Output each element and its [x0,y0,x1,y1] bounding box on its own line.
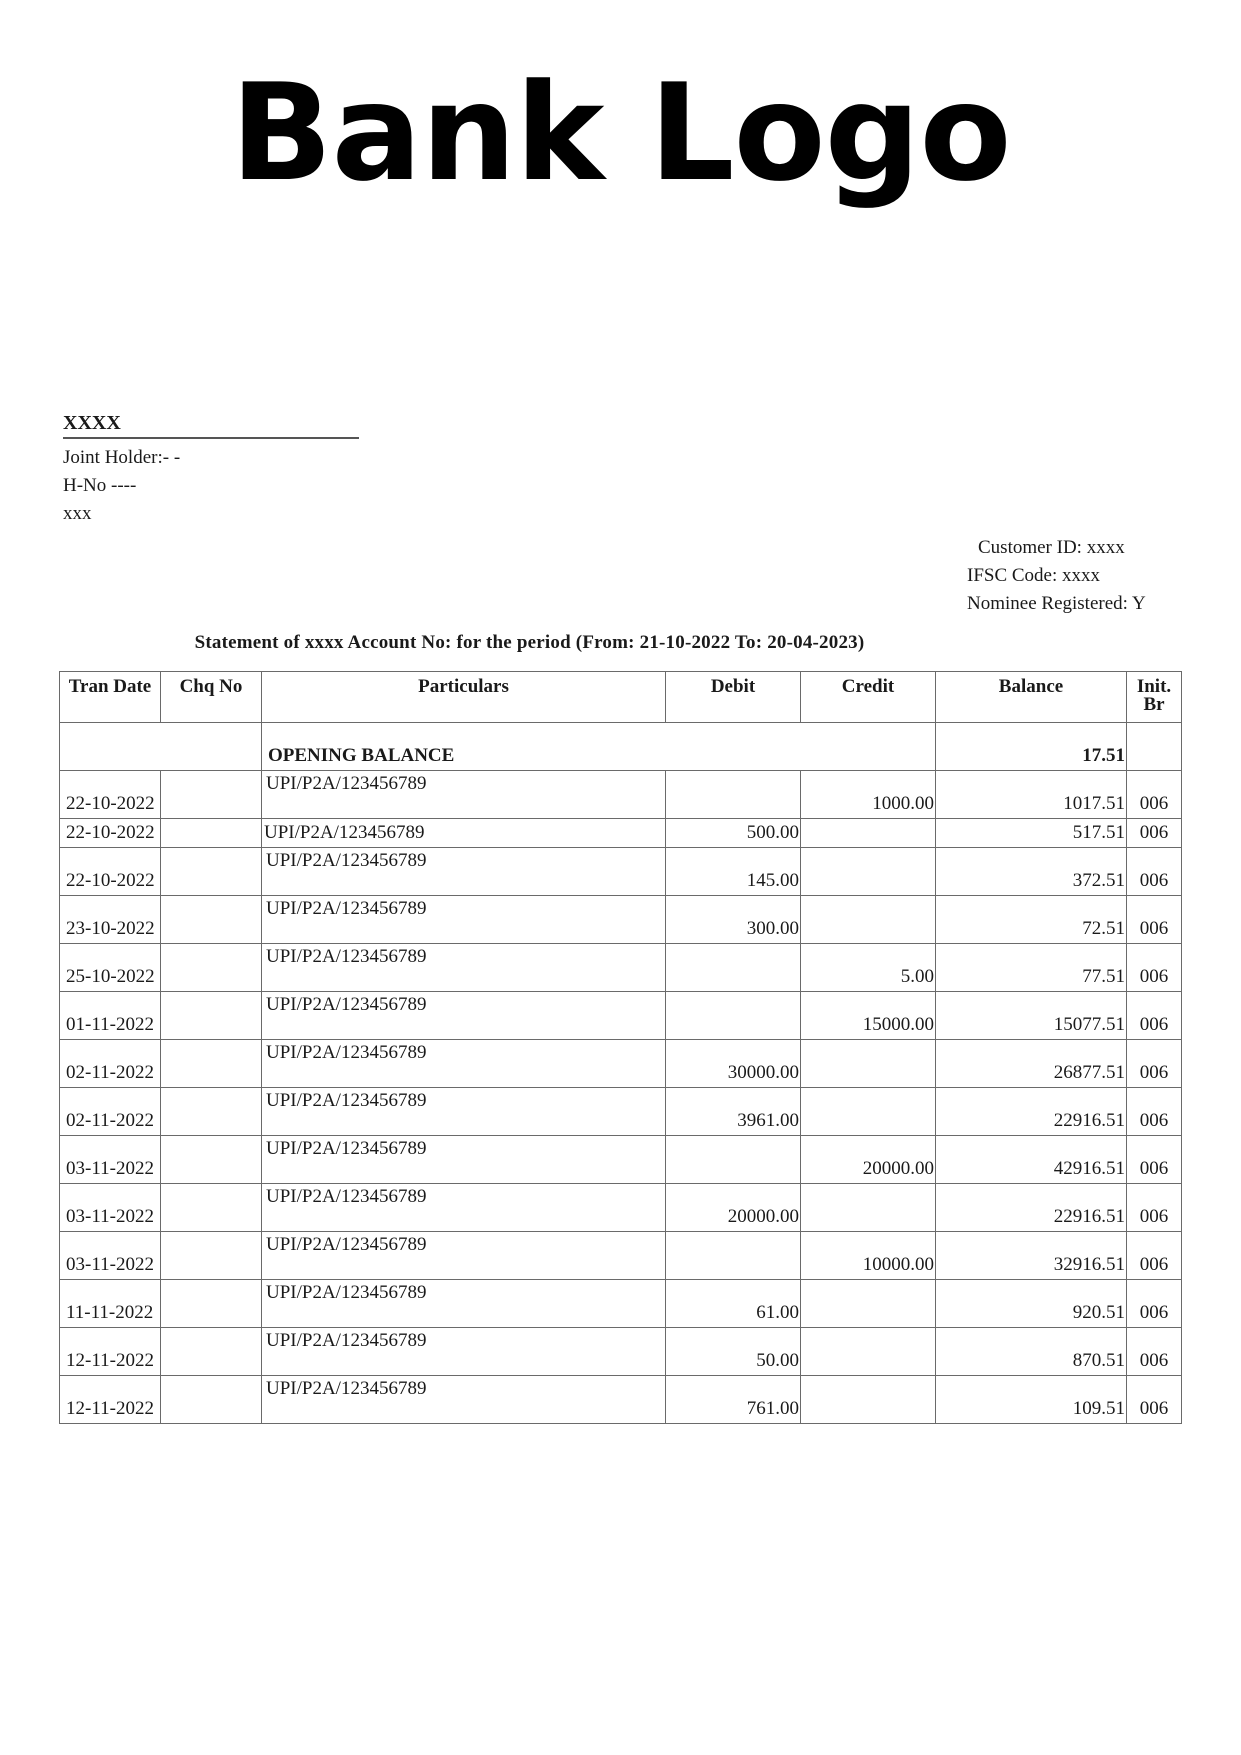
cell-init-br: 006 [1127,1040,1182,1088]
cell-particulars [262,1184,666,1232]
cell-init-br: 006 [1127,819,1182,848]
cell-init-br: 006 [1127,944,1182,992]
table-row [60,1136,1182,1184]
table-row [60,1328,1182,1376]
table-row [60,944,1182,992]
cell-init-br: 006 [1127,1280,1182,1328]
cell-credit: 5.00 [801,944,936,992]
particulars-text: UPI/P2A/123456789 [266,1234,427,1255]
cell-chq-no [161,1136,262,1184]
cell-balance: 26877.51 [936,1040,1127,1088]
table-row [60,1184,1182,1232]
opening-balance-row [60,723,1182,771]
table-row [60,992,1182,1040]
cell-chq-no [161,1376,262,1424]
cell-balance: 1017.51 [936,771,1127,819]
particulars-text: UPI/P2A/123456789 [266,1186,427,1207]
cell-init-br: 006 [1127,992,1182,1040]
cell-debit: 50.00 [666,1328,801,1376]
cell-credit [801,1328,936,1376]
cell-tran-date: 02-11-2022 [60,1088,161,1136]
cell-chq-no [161,1232,262,1280]
table-header-row [60,672,1182,723]
cell-debit [666,992,801,1040]
cell-init-br: 006 [1127,1184,1182,1232]
particulars-text: UPI/P2A/123456789 [266,850,427,871]
cell-balance: 870.51 [936,1328,1127,1376]
particulars-text: UPI/P2A/123456789 [266,994,427,1015]
cell-credit [801,848,936,896]
cell-debit [666,944,801,992]
cell-tran-date: 03-11-2022 [60,1136,161,1184]
transactions-table [59,671,1182,1424]
cell-balance: 372.51 [936,848,1127,896]
cell-balance: 109.51 [936,1376,1127,1424]
cell-tran-date: 22-10-2022 [60,848,161,896]
table-row [60,848,1182,896]
cell-chq-no [161,1040,262,1088]
cell-tran-date: 03-11-2022 [60,1232,161,1280]
cell-chq-no [161,944,262,992]
particulars-text: UPI/P2A/123456789 [266,1138,427,1159]
cell-chq-no [161,1088,262,1136]
col-header-particulars: Particulars [262,672,666,723]
cell-balance: 32916.51 [936,1232,1127,1280]
cell-balance: 22916.51 [936,1088,1127,1136]
cell-init-br: 006 [1127,1376,1182,1424]
table-row [60,896,1182,944]
cell-init-br: 006 [1127,1088,1182,1136]
cell-particulars [262,771,666,819]
cell-credit [801,1376,936,1424]
particulars-text: UPI/P2A/123456789 [266,898,427,919]
cell-balance: 77.51 [936,944,1127,992]
cell-init-br: 006 [1127,1328,1182,1376]
col-header-debit: Debit [666,672,801,723]
account-holder-name: XXXX [63,412,359,439]
cell-debit: 61.00 [666,1280,801,1328]
cell-tran-date: 23-10-2022 [60,896,161,944]
cell-balance: 15077.51 [936,992,1127,1040]
table-row [60,1232,1182,1280]
cell-debit: 761.00 [666,1376,801,1424]
cell-credit: 1000.00 [801,771,936,819]
table-row [60,771,1182,819]
cell-debit [666,1232,801,1280]
cell-particulars [262,1136,666,1184]
cell-chq-no [161,848,262,896]
cell-particulars [262,1376,666,1424]
cell-chq-no [161,992,262,1040]
cell-credit [801,1280,936,1328]
cell-particulars [262,1232,666,1280]
cell-tran-date: 11-11-2022 [60,1280,161,1328]
address: xxx [63,503,92,524]
cell-balance: 22916.51 [936,1184,1127,1232]
table-row [60,1280,1182,1328]
table-row [60,1376,1182,1424]
table-row [60,1088,1182,1136]
col-header-chq-no: Chq No [161,672,262,723]
cell-chq-no [161,819,262,848]
cell-credit: 10000.00 [801,1232,936,1280]
particulars-text: UPI/P2A/123456789 [266,1090,427,1111]
cell-credit [801,1040,936,1088]
cell-debit: 3961.00 [666,1088,801,1136]
cell-chq-no [161,1280,262,1328]
cell-init-br: 006 [1127,896,1182,944]
cell-debit [666,771,801,819]
cell-debit: 500.00 [666,819,801,848]
opening-balance-value: 17.51 [936,723,1127,771]
cell-tran-date: 22-10-2022 [60,819,161,848]
cell-init-br: 006 [1127,1232,1182,1280]
cell-tran-date: 02-11-2022 [60,1040,161,1088]
cell-debit: 145.00 [666,848,801,896]
customer-id: Customer ID: xxxx [978,537,1125,558]
cell-particulars [262,944,666,992]
cell-credit: 15000.00 [801,992,936,1040]
cell-init-br: 006 [1127,848,1182,896]
cell-tran-date: 25-10-2022 [60,944,161,992]
cell-particulars [262,1328,666,1376]
cell-particulars [262,992,666,1040]
cell-debit [666,1136,801,1184]
cell-particulars [262,1040,666,1088]
cell-debit: 30000.00 [666,1040,801,1088]
joint-holder: Joint Holder:- - [63,447,181,468]
cell-tran-date: 12-11-2022 [60,1376,161,1424]
ifsc-code: IFSC Code: xxxx [967,565,1101,586]
cell-tran-date: 12-11-2022 [60,1328,161,1376]
col-header-init-br: Init. Br [1127,672,1182,723]
cell-debit: 20000.00 [666,1184,801,1232]
cell-chq-no [161,1184,262,1232]
cell-balance: 72.51 [936,896,1127,944]
col-header-credit: Credit [801,672,936,723]
cell-particulars [262,896,666,944]
bank-logo: Bank Logo [230,55,1011,211]
cell-particulars [262,819,666,848]
cell-balance: 517.51 [936,819,1127,848]
cell-balance: 42916.51 [936,1136,1127,1184]
cell-credit: 20000.00 [801,1136,936,1184]
statement-title: Statement of xxxx Account No: for the period (From: 21-10-2022 To: 20-04-2023) [194,632,865,653]
particulars-text: UPI/P2A/123456789 [266,1042,427,1063]
cell-particulars [262,1088,666,1136]
particulars-text: UPI/P2A/123456789 [266,1330,427,1351]
cell-init-br: 006 [1127,771,1182,819]
particulars-text: UPI/P2A/123456789 [266,1282,427,1303]
table-row [60,819,1182,848]
cell-credit [801,1184,936,1232]
cell-tran-date: 03-11-2022 [60,1184,161,1232]
opening-balance-label: OPENING BALANCE [262,723,936,771]
cell-credit [801,896,936,944]
particulars-text: UPI/P2A/123456789 [266,773,427,794]
nominee-registered: Nominee Registered: Y [967,593,1146,614]
col-header-tran-date: Tran Date [60,672,161,723]
cell-chq-no [161,896,262,944]
cell-debit: 300.00 [666,896,801,944]
particulars-text: UPI/P2A/123456789 [266,1378,427,1399]
particulars-text: UPI/P2A/123456789 [264,822,425,843]
house-number: H-No ---- [63,475,137,496]
particulars-text: UPI/P2A/123456789 [266,946,427,967]
cell-credit [801,1088,936,1136]
cell-particulars [262,1280,666,1328]
cell-chq-no [161,771,262,819]
col-header-balance: Balance [936,672,1127,723]
cell-credit [801,819,936,848]
cell-tran-date: 01-11-2022 [60,992,161,1040]
cell-particulars [262,848,666,896]
cell-chq-no [161,1328,262,1376]
cell-tran-date: 22-10-2022 [60,771,161,819]
cell-init-br: 006 [1127,1136,1182,1184]
cell-balance: 920.51 [936,1280,1127,1328]
table-row [60,1040,1182,1088]
